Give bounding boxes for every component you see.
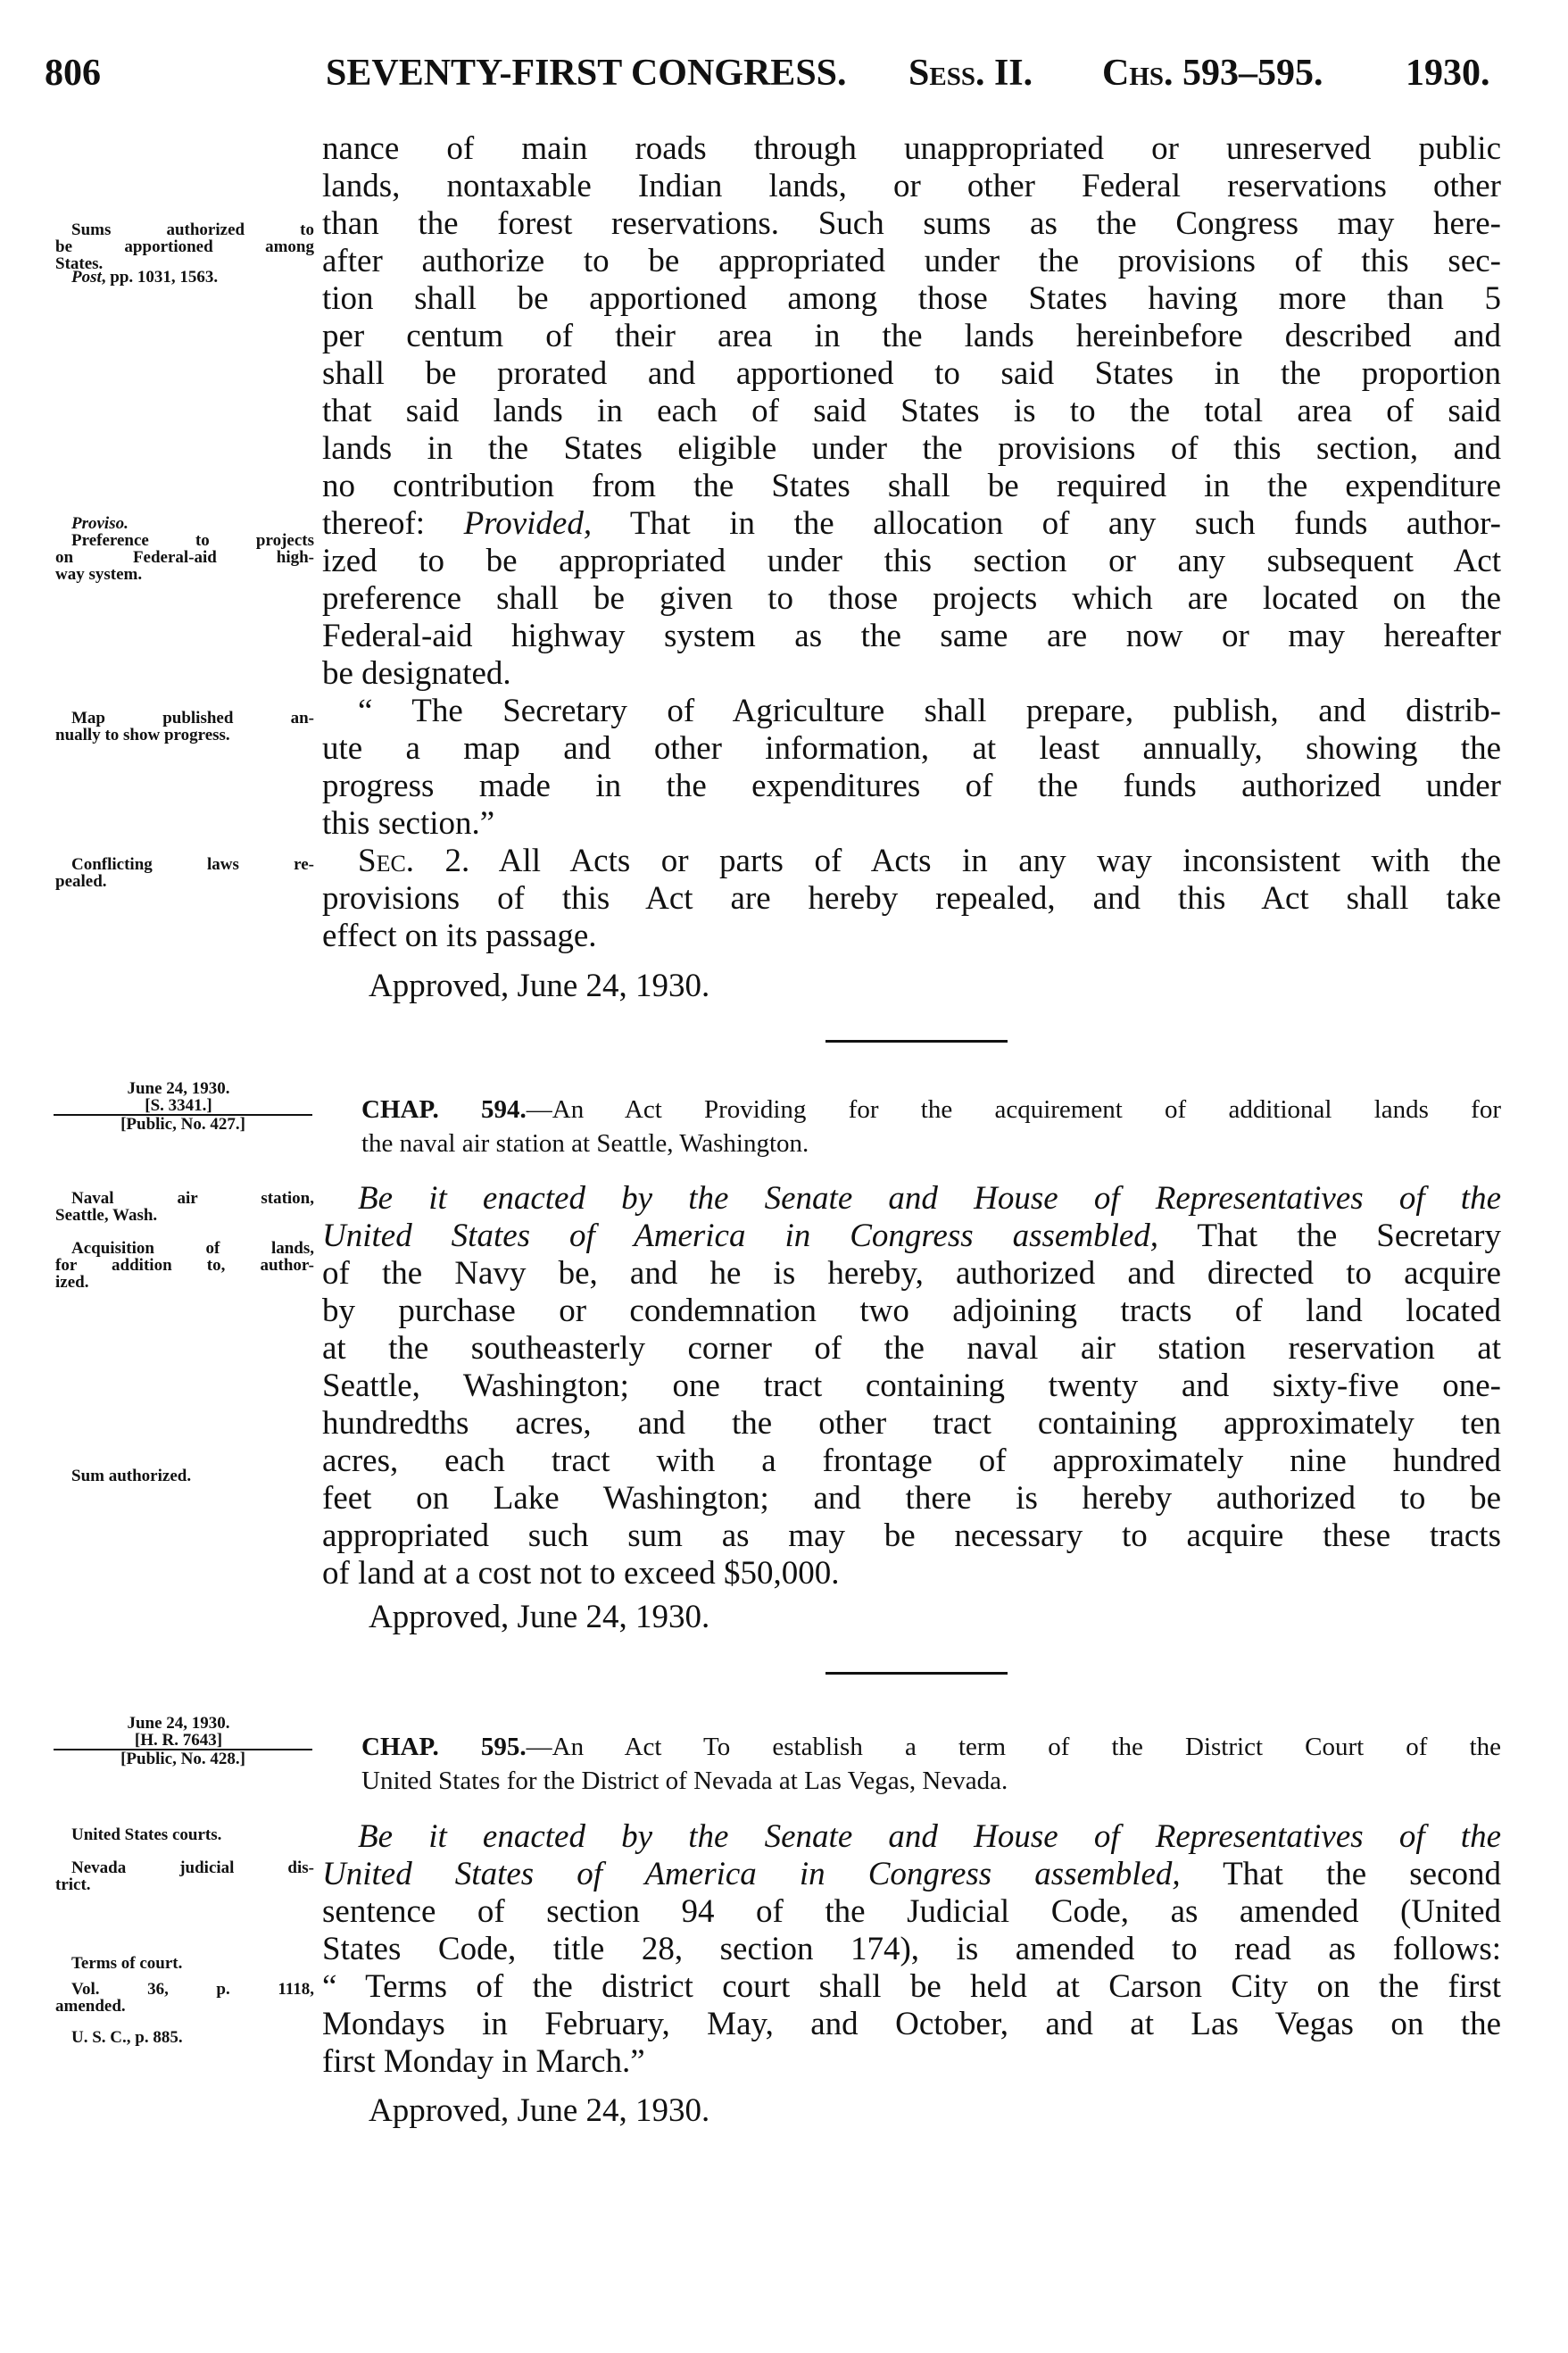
margin-note-line: Naval air station, bbox=[71, 1189, 314, 1208]
divider-rule bbox=[825, 1672, 1008, 1675]
text-line bbox=[322, 318, 1501, 355]
text-line bbox=[322, 2006, 1501, 2043]
margin-note-line: Terms of court. bbox=[71, 1954, 183, 1973]
text-line bbox=[322, 1443, 1501, 1480]
title-line bbox=[361, 1764, 1501, 1798]
text-segment: of land at a cost not to exceed $50,000. bbox=[322, 1555, 840, 1592]
text-segment: States Code, title 28, section 174), is amended to read as follows: bbox=[322, 1931, 1501, 1967]
text-segment: That in the allocation of any such funds author- bbox=[592, 505, 1501, 542]
text-segment: —An Act To establish a term of the District Court of the bbox=[526, 1733, 1501, 1761]
text-line bbox=[322, 205, 1501, 243]
margin-note-line: be apportioned among bbox=[55, 237, 314, 256]
text-segment: Mondays in February, May, and October, and at Las Vegas on the bbox=[322, 2006, 1501, 2042]
text-segment: feet on Lake Washington; and there is hereby authorized to be bbox=[322, 1480, 1501, 1517]
text-segment: Be it enacted by the Senate and House of Representatives of the bbox=[358, 1818, 1501, 1855]
chap595-body bbox=[322, 1818, 1501, 2081]
text-segment: than the forest reservations. Such sums as the Congress may here- bbox=[322, 205, 1501, 242]
page-number: 806 bbox=[45, 53, 101, 94]
margin-note-line: Preference to projects bbox=[71, 531, 314, 550]
text-line bbox=[322, 130, 1501, 168]
text-segment: Federal-aid highway system as the same are now or may hereafter bbox=[322, 618, 1501, 654]
margin-note bbox=[55, 1468, 314, 1484]
margin-note-line: Nevada judicial dis- bbox=[71, 1858, 314, 1877]
text-line bbox=[322, 580, 1501, 618]
text-line bbox=[322, 1931, 1501, 1968]
text-segment: at the southeasterly corner of the naval air station reservation at bbox=[322, 1330, 1501, 1367]
margin-note-line: on Federal-aid high- bbox=[55, 548, 314, 567]
chap594-date-block bbox=[45, 1080, 312, 1133]
text-segment: progress made in the expenditures of the funds authorized under bbox=[322, 768, 1501, 804]
text-segment: first Monday in March.” bbox=[322, 2043, 645, 2080]
approved-594: Approved, June 24, 1930. bbox=[369, 1599, 710, 1635]
margin-note-line: amended. bbox=[55, 1997, 126, 2016]
title-line bbox=[361, 1127, 1501, 1160]
margin-note-line: nually to show progress. bbox=[55, 726, 230, 744]
text-segment: acres, each tract with a frontage of approximately nine hundred bbox=[322, 1443, 1501, 1479]
text-line bbox=[322, 1480, 1501, 1517]
text-segment: CHAP. 595. bbox=[361, 1733, 527, 1761]
margin-note-line: Conflicting laws re- bbox=[71, 855, 314, 874]
text-line bbox=[322, 1218, 1501, 1255]
text-line bbox=[322, 730, 1501, 768]
text-line bbox=[322, 1293, 1501, 1330]
margin-note-line: Map published an- bbox=[71, 709, 314, 728]
text-segment: appropriated such sum as may be necessary to acquire these tracts bbox=[322, 1517, 1501, 1554]
header-year: 1930. bbox=[1406, 53, 1490, 94]
text-segment: That the Secretary bbox=[1158, 1218, 1502, 1254]
text-segment: United States for the District of Nevada at Las Vegas, Nevada. bbox=[361, 1767, 1008, 1795]
text-segment: thereof: bbox=[322, 505, 464, 542]
text-segment: effect on its passage. bbox=[322, 918, 597, 954]
text-line bbox=[322, 843, 1501, 880]
text-segment: —An Act Providing for the acquirement of additional lands for bbox=[526, 1095, 1501, 1124]
text-segment: that said lands in each of said States is to the total area of said bbox=[322, 393, 1501, 429]
text-segment: of the Navy be, and he is hereby, authorized and directed to acquire bbox=[322, 1255, 1501, 1292]
text-line bbox=[322, 430, 1501, 468]
text-segment: Seattle, Washington; one tract containing twenty and sixty-five one- bbox=[322, 1368, 1501, 1404]
text-segment: tion shall be apportioned among those States having more than 5 bbox=[322, 280, 1501, 317]
text-segment: no contribution from the States shall be required in the expenditure bbox=[322, 468, 1501, 504]
chap595-public: [Public, No. 428.] bbox=[54, 1749, 312, 1767]
text-segment: Sec. 2. bbox=[358, 843, 470, 879]
text-segment: CHAP. 594. bbox=[361, 1095, 527, 1124]
text-line bbox=[322, 1893, 1501, 1931]
chap595-date-block bbox=[45, 1715, 312, 1767]
margin-note bbox=[55, 856, 314, 890]
text-line bbox=[322, 393, 1501, 430]
chap595-date: June 24, 1930. bbox=[127, 1714, 230, 1733]
text-segment: preference shall be given to those projects which are located on the bbox=[322, 580, 1501, 617]
title-line bbox=[361, 1093, 1501, 1127]
approved-595: Approved, June 24, 1930. bbox=[369, 2092, 710, 2129]
text-segment: by purchase or condemnation two adjoining tracts of land located bbox=[322, 1293, 1501, 1329]
text-line bbox=[322, 243, 1501, 280]
margin-note bbox=[55, 2029, 314, 2046]
text-segment: ute a map and other information, at least annually, showing the bbox=[322, 730, 1501, 767]
chap594-bill: [S. 3341.] bbox=[145, 1096, 212, 1115]
text-segment: That the second bbox=[1180, 1856, 1501, 1892]
text-segment: this section.” bbox=[322, 805, 495, 842]
text-segment: ized to be appropriated under this section or any subsequent Act bbox=[322, 543, 1501, 579]
text-segment: sentence of section 94 of the Judicial Code, as amended (United bbox=[322, 1893, 1501, 1930]
text-line bbox=[322, 468, 1501, 505]
text-line bbox=[322, 1330, 1501, 1368]
margin-note bbox=[55, 515, 314, 532]
margin-note bbox=[55, 1190, 314, 1224]
text-line bbox=[322, 1818, 1501, 1856]
chap594-title bbox=[361, 1093, 1501, 1160]
text-segment: nance of main roads through unappropriated or unreserved public bbox=[322, 130, 1501, 167]
text-segment: per centum of their area in the lands hereinbefore described and bbox=[322, 318, 1501, 354]
section-1-body bbox=[322, 130, 1501, 955]
margin-note-line: Seattle, Wash. bbox=[55, 1206, 158, 1225]
text-line bbox=[322, 543, 1501, 580]
text-line bbox=[322, 1368, 1501, 1405]
text-segment: shall be prorated and apportioned to said States in the proportion bbox=[322, 355, 1501, 392]
text-segment: “ The Secretary of Agriculture shall prepare, publish, and distrib- bbox=[358, 693, 1501, 729]
margin-note bbox=[55, 269, 314, 286]
margin-note bbox=[55, 1981, 314, 2015]
chap594-body bbox=[322, 1180, 1501, 1592]
text-segment: be designated. bbox=[322, 655, 511, 692]
margin-note bbox=[55, 1955, 314, 1972]
text-segment: lands, nontaxable Indian lands, or other Federal reservations other bbox=[322, 168, 1501, 204]
text-line bbox=[322, 1968, 1501, 2006]
margin-note bbox=[55, 1859, 314, 1893]
chap595-bill: [H. R. 7643] bbox=[134, 1731, 223, 1750]
title-line bbox=[361, 1730, 1501, 1764]
margin-note bbox=[55, 1240, 314, 1291]
text-segment: provisions of this Act are hereby repealed, and this Act shall take bbox=[322, 880, 1501, 917]
margin-note-line: Acquisition of lands, bbox=[71, 1239, 314, 1258]
text-line bbox=[322, 880, 1501, 918]
margin-note-line: pealed. bbox=[55, 872, 107, 891]
running-header bbox=[45, 52, 1538, 96]
margin-note-line: ized. bbox=[55, 1273, 89, 1292]
text-segment: after authorize to be appropriated under the provisions of this sec- bbox=[322, 243, 1501, 279]
text-line bbox=[322, 355, 1501, 393]
margin-note bbox=[55, 710, 314, 744]
margin-note-line: U. S. C., p. 885. bbox=[71, 2028, 183, 2047]
margin-note-line: United States courts. bbox=[71, 1825, 222, 1844]
margin-note-line: Sum authorized. bbox=[71, 1467, 192, 1485]
text-line bbox=[322, 918, 1501, 955]
text-line bbox=[322, 655, 1501, 693]
divider-rule bbox=[825, 1040, 1008, 1043]
text-line bbox=[322, 168, 1501, 205]
text-line bbox=[322, 1517, 1501, 1555]
margin-note bbox=[55, 221, 314, 272]
chap594-date: June 24, 1930. bbox=[127, 1079, 230, 1098]
margin-note-line: way system. bbox=[55, 565, 143, 584]
text-line bbox=[322, 1255, 1501, 1293]
header-chapters: Chs. 593–595. bbox=[1102, 53, 1323, 94]
text-line bbox=[322, 1405, 1501, 1443]
margin-note-line: Vol. 36, p. 1118, bbox=[71, 1980, 314, 1999]
text-segment: lands in the States eligible under the provisions of this section, and bbox=[322, 430, 1501, 467]
margin-note-italic: Proviso. bbox=[71, 514, 129, 533]
header-title: SEVENTY-FIRST CONGRESS. bbox=[326, 53, 847, 94]
text-segment: “ Terms of the district court shall be held at Carson City on the first bbox=[322, 1968, 1501, 2005]
margin-note-line: Sums authorized to bbox=[71, 220, 314, 239]
chap594-public: [Public, No. 427.] bbox=[54, 1114, 312, 1133]
margin-note bbox=[55, 532, 314, 583]
margin-note-line bbox=[55, 268, 102, 287]
margin-note-line: trict. bbox=[55, 1875, 91, 1894]
margin-note bbox=[55, 1826, 314, 1843]
margin-note-line: States. bbox=[55, 254, 104, 273]
margin-note-italic: Post bbox=[71, 268, 102, 287]
text-line bbox=[322, 1180, 1501, 1218]
text-line bbox=[322, 505, 1501, 543]
text-line bbox=[322, 280, 1501, 318]
chap595-title bbox=[361, 1730, 1501, 1798]
text-line bbox=[322, 1856, 1501, 1893]
text-line bbox=[322, 1555, 1501, 1592]
text-segment: Provided, bbox=[463, 505, 593, 542]
text-segment: hundredths acres, and the other tract containing approximately ten bbox=[322, 1405, 1501, 1442]
text-segment: United States of America in Congress assembled, bbox=[322, 1218, 1159, 1254]
text-line bbox=[322, 2043, 1501, 2081]
header-session: Sess. II. bbox=[908, 53, 1033, 94]
margin-note-line: for addition to, author- bbox=[55, 1256, 314, 1275]
text-segment: Be it enacted by the Senate and House of Representatives of the bbox=[358, 1180, 1501, 1217]
text-line bbox=[322, 805, 1501, 843]
text-segment: the naval air station at Seattle, Washington. bbox=[361, 1129, 809, 1158]
text-line bbox=[322, 693, 1501, 730]
margin-note-line bbox=[55, 515, 314, 532]
approved-593: Approved, June 24, 1930. bbox=[369, 968, 710, 1004]
text-line bbox=[322, 618, 1501, 655]
text-segment: United States of America in Congress assembled, bbox=[322, 1856, 1181, 1892]
text-segment: All Acts or parts of Acts in any way inconsistent with the bbox=[469, 843, 1501, 879]
margin-note-line: , pp. 1031, 1563. bbox=[101, 268, 219, 287]
text-line bbox=[322, 768, 1501, 805]
